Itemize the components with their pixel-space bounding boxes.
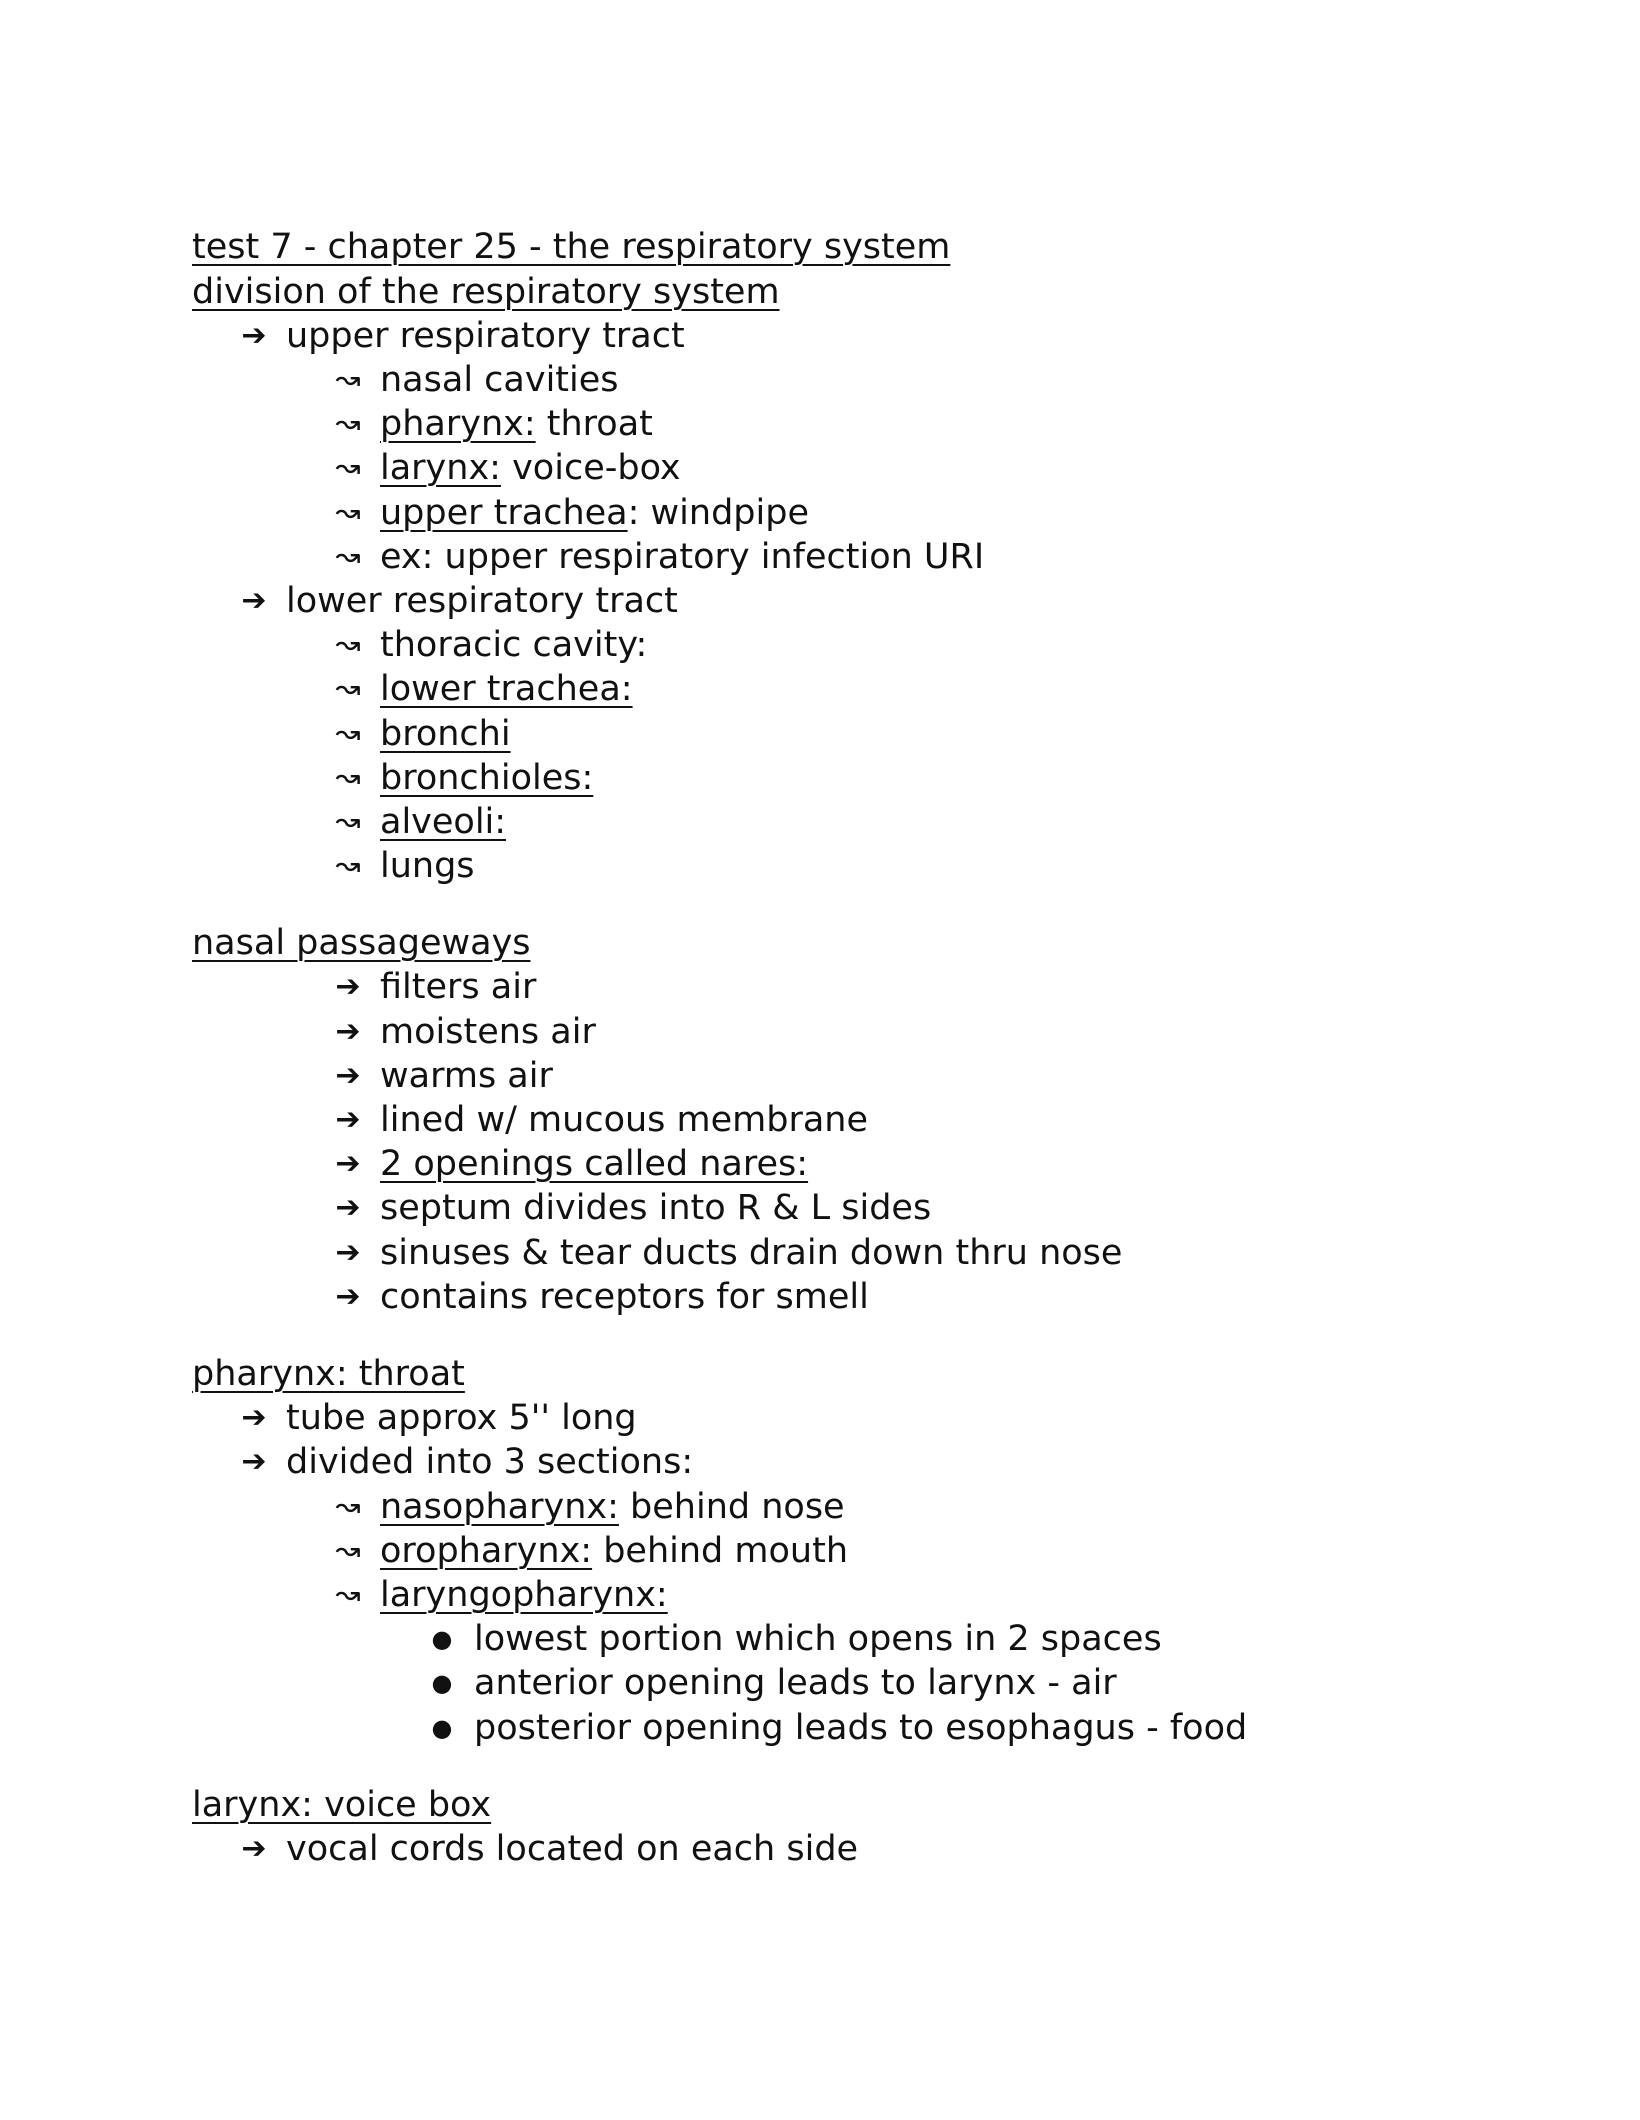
list-item-text — [380, 1231, 1122, 1275]
text-run: ex: upper respiratory infection URI — [380, 537, 985, 577]
list-item-text — [286, 579, 678, 623]
arrow-icon: ➔ — [241, 1831, 267, 1866]
text-run: nasal cavities — [380, 360, 619, 400]
text-run: upper respiratory tract — [286, 316, 685, 356]
arrow-icon: ➔ — [241, 1400, 267, 1435]
text-run: septum divides into R & L sides — [380, 1188, 932, 1228]
underlined-term: bronchi — [380, 714, 511, 754]
list-item — [0, 402, 1640, 446]
list-item-text — [380, 965, 536, 1009]
list-item-text — [380, 491, 809, 535]
underlined-term: larynx: voice box — [192, 1785, 492, 1825]
underlined-term: pharynx: throat — [192, 1354, 465, 1394]
list-item — [0, 1617, 1640, 1661]
list-item — [0, 800, 1640, 844]
underlined-term: bronchioles: — [380, 758, 594, 798]
list-item — [0, 358, 1640, 402]
text-run: lowest portion which opens in 2 spaces — [474, 1619, 1162, 1659]
arrow-icon: ➔ — [335, 1190, 361, 1225]
arrow-icon: ➔ — [335, 1235, 361, 1270]
text-run: tube approx 5'' long — [286, 1398, 637, 1438]
list-item-text — [286, 1396, 637, 1440]
arrow-icon: ➔ — [241, 1444, 267, 1479]
list-item — [0, 1231, 1640, 1275]
underlined-term: alveoli: — [380, 802, 507, 842]
underlined-term: 2 openings called nares: — [380, 1144, 809, 1184]
arrow-icon: ➔ — [335, 969, 361, 1004]
text-run: behind mouth — [592, 1531, 848, 1571]
list-item-text — [474, 1661, 1117, 1705]
list-item — [0, 1827, 1640, 1871]
list-item-text — [474, 1706, 1247, 1750]
list-item — [0, 1275, 1640, 1319]
list-item — [0, 1054, 1640, 1098]
squiggle-icon: ↝ — [335, 1489, 361, 1524]
section-heading — [192, 270, 1640, 314]
list-item-text — [380, 1485, 845, 1529]
text-run: contains receptors for smell — [380, 1277, 869, 1317]
list-item-text — [380, 623, 647, 667]
bullet-icon: ● — [431, 1625, 453, 1653]
list-item-text — [380, 402, 653, 446]
section-heading — [192, 921, 1640, 965]
underlined-term: lower trachea: — [380, 669, 633, 709]
text-run: lined w/ mucous membrane — [380, 1100, 869, 1140]
squiggle-icon: ↝ — [335, 848, 361, 883]
squiggle-icon: ↝ — [335, 406, 361, 441]
underlined-term: division of the respiratory system — [192, 272, 780, 312]
squiggle-icon: ↝ — [335, 760, 361, 795]
text-run: lungs — [380, 846, 475, 886]
list-item-text — [380, 1275, 869, 1319]
underlined-term: upper trachea — [380, 493, 628, 533]
squiggle-icon: ↝ — [335, 495, 361, 530]
squiggle-icon: ↝ — [335, 362, 361, 397]
arrow-icon: ➔ — [241, 318, 267, 353]
list-item — [0, 1098, 1640, 1142]
list-item — [0, 579, 1640, 623]
list-item — [0, 1529, 1640, 1573]
list-item — [0, 1010, 1640, 1054]
text-run: behind nose — [618, 1487, 845, 1527]
list-item-text — [380, 844, 475, 888]
list-item — [0, 965, 1640, 1009]
list-item — [0, 1142, 1640, 1186]
text-run: sinuses & tear ducts drain down thru nose — [380, 1233, 1123, 1273]
underlined-term: pharynx: — [380, 404, 536, 444]
text-run: anterior opening leads to larynx - air — [474, 1663, 1117, 1703]
list-item — [0, 535, 1640, 579]
underlined-term: laryngopharynx: — [380, 1575, 668, 1615]
list-item — [0, 1396, 1640, 1440]
underlined-term: oropharynx: — [380, 1531, 593, 1571]
text-run: throat — [535, 404, 653, 444]
list-item — [0, 1186, 1640, 1230]
list-item — [0, 1706, 1640, 1750]
text-run: voice-box — [500, 448, 681, 488]
text-run: divided into 3 sections: — [286, 1442, 694, 1482]
list-item-text — [380, 667, 633, 711]
arrow-icon: ➔ — [335, 1014, 361, 1049]
text-run: lower respiratory tract — [286, 581, 678, 621]
list-item-text — [380, 1529, 848, 1573]
squiggle-icon: ↝ — [335, 1577, 361, 1612]
list-item — [0, 314, 1640, 358]
list-item — [0, 1485, 1640, 1529]
section-heading — [192, 225, 1640, 269]
arrow-icon: ➔ — [335, 1102, 361, 1137]
text-run: warms air — [380, 1056, 553, 1096]
arrow-icon: ➔ — [335, 1058, 361, 1093]
text-run: : windpipe — [627, 493, 809, 533]
text-run: filters air — [380, 967, 537, 1007]
text-run: moistens air — [380, 1012, 596, 1052]
section-heading — [192, 1352, 1640, 1396]
list-item — [0, 623, 1640, 667]
list-item — [0, 1573, 1640, 1617]
section-heading — [192, 1783, 1640, 1827]
text-run: thoracic cavity: — [380, 625, 648, 665]
squiggle-icon: ↝ — [335, 539, 361, 574]
bullet-icon: ● — [431, 1669, 453, 1697]
list-item — [0, 491, 1640, 535]
underlined-term: nasal passageways — [192, 923, 531, 963]
list-item-text — [474, 1617, 1162, 1661]
squiggle-icon: ↝ — [335, 671, 361, 706]
arrow-icon: ➔ — [241, 583, 267, 618]
list-item — [0, 667, 1640, 711]
list-item-text — [380, 358, 619, 402]
list-item-text — [380, 1573, 668, 1617]
list-item-text — [380, 800, 506, 844]
list-item-text — [286, 314, 685, 358]
text-run: vocal cords located on each side — [286, 1829, 859, 1869]
bullet-icon: ● — [431, 1714, 453, 1742]
underlined-term: test 7 - chapter 25 - the respiratory system — [192, 227, 951, 267]
text-run: posterior opening leads to esophagus - food — [474, 1708, 1248, 1748]
list-item — [0, 844, 1640, 888]
list-item-text — [286, 1827, 858, 1871]
list-item-text — [380, 535, 984, 579]
list-item-text — [380, 1098, 868, 1142]
underlined-term: nasopharynx: — [380, 1487, 619, 1527]
list-item-text — [286, 1440, 693, 1484]
list-item-text — [380, 1010, 596, 1054]
list-item-text — [380, 1186, 931, 1230]
list-item — [0, 1661, 1640, 1705]
list-item-text — [380, 446, 681, 490]
arrow-icon: ➔ — [335, 1146, 361, 1181]
list-item — [0, 756, 1640, 800]
squiggle-icon: ↝ — [335, 627, 361, 662]
list-item-text — [380, 712, 511, 756]
squiggle-icon: ↝ — [335, 716, 361, 751]
list-item — [0, 712, 1640, 756]
underlined-term: larynx: — [380, 448, 501, 488]
squiggle-icon: ↝ — [335, 450, 361, 485]
list-item — [0, 446, 1640, 490]
list-item-text — [380, 756, 593, 800]
list-item-text — [380, 1142, 808, 1186]
arrow-icon: ➔ — [335, 1279, 361, 1314]
squiggle-icon: ↝ — [335, 804, 361, 839]
list-item — [0, 1440, 1640, 1484]
squiggle-icon: ↝ — [335, 1533, 361, 1568]
list-item-text — [380, 1054, 553, 1098]
